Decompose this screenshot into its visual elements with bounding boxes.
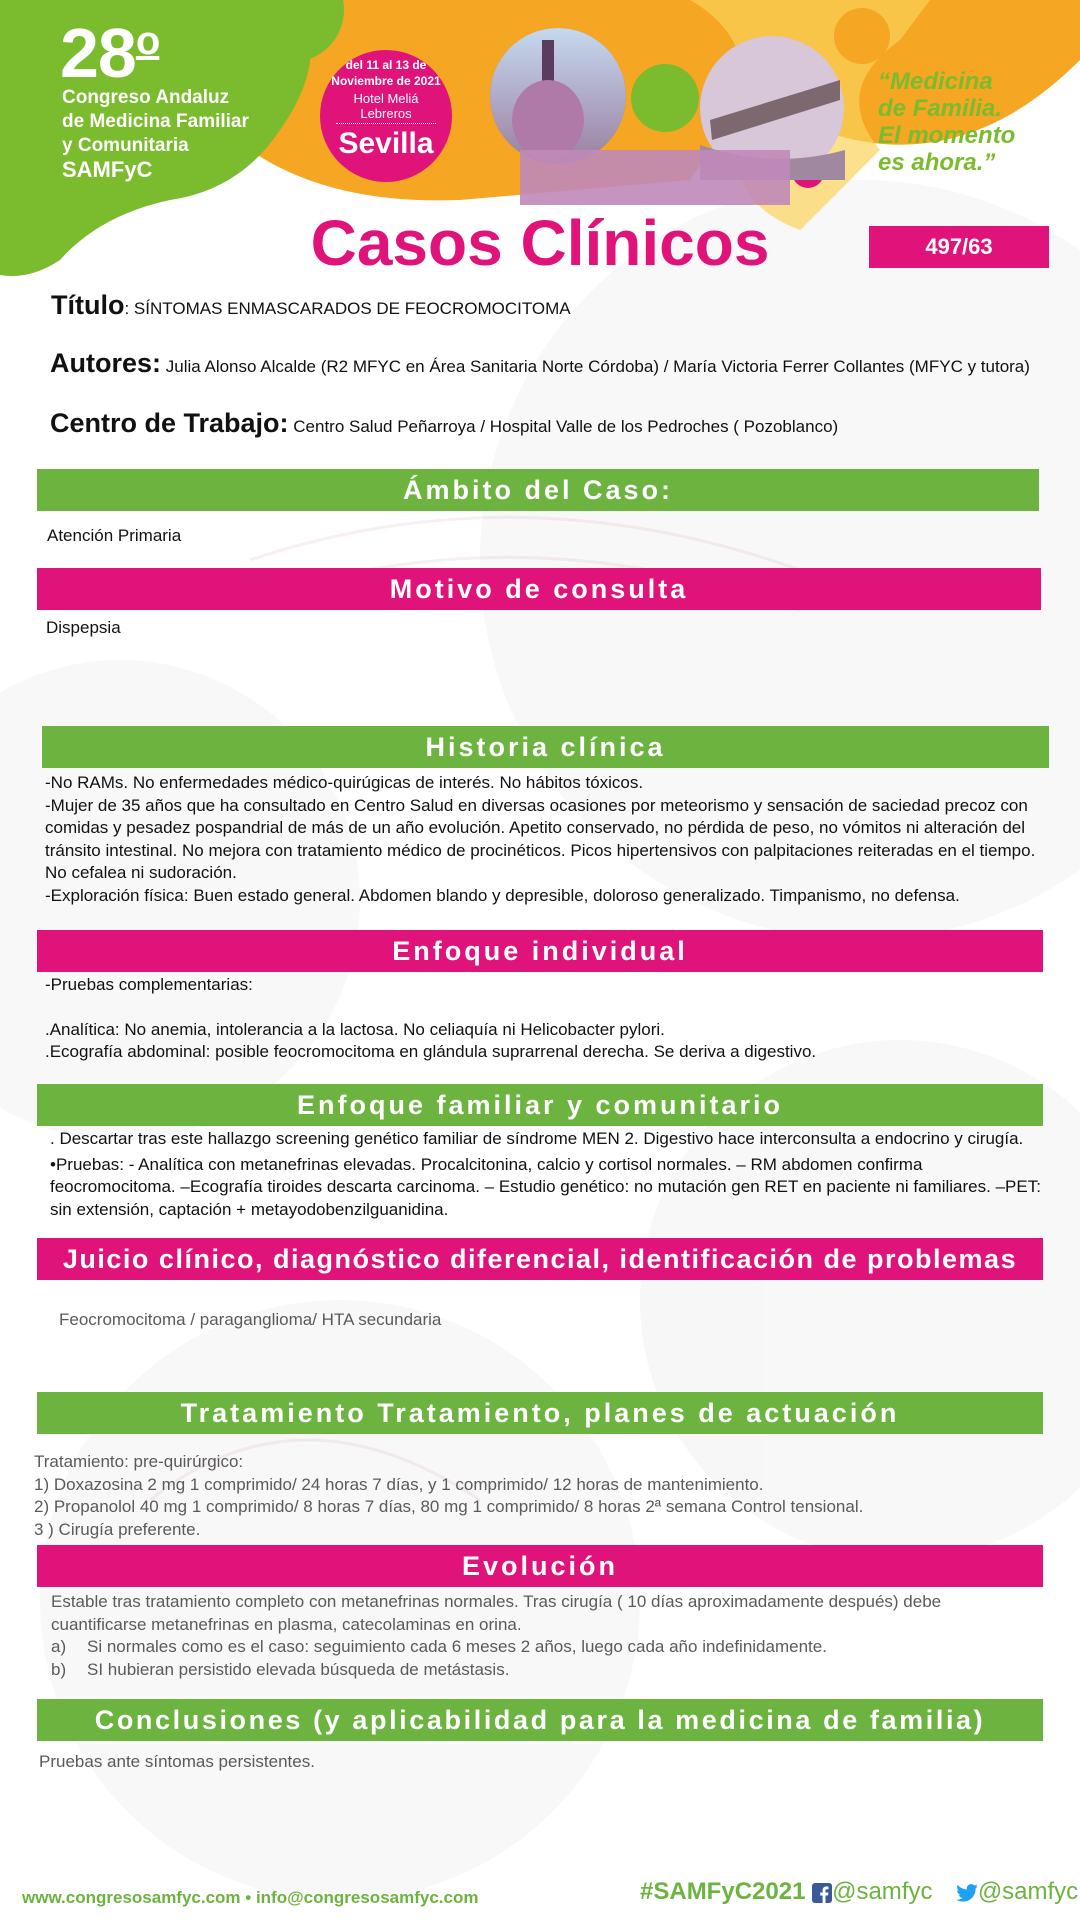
motto-line: El momento [878,122,1016,149]
conclusiones-text: Pruebas ante síntomas persistentes. [39,1752,315,1771]
org-name: SAMFyC [62,157,153,182]
venue: Hotel Meliá Lebreros [336,91,436,124]
section-heading-historia: Historia clínica [42,726,1049,768]
congress-name-line: Congreso Andaluz [62,87,230,108]
enfoque-familiar-text [50,1128,1045,1238]
motto-line: de Familia. [878,95,1003,122]
facebook-handle[interactable]: @samfyc [832,1878,933,1905]
hashtag[interactable]: #SAMFyC2021 [640,1878,806,1905]
footer-contact[interactable]: www.congresosamfyc.com • info@congresosamfyc.com [22,1888,479,1907]
motto-line: es ahora.” [878,149,996,176]
section-heading-enfoque-familiar: Enfoque familiar y comunitario [37,1084,1043,1126]
juicio-text: Feocromocitoma / paraganglioma/ HTA secundaria [59,1310,442,1329]
authors-line [50,348,1050,378]
historia-line: -Exploración física: Buen estado general. Abdomen blando y depresible, doloroso generalizado. Timpanismo, no defensa. [45,885,960,905]
section-heading-conclusiones: Conclusiones (y aplicabilidad para la medicina de familia) [37,1699,1043,1741]
evolucion-item [51,1659,1041,1682]
twitter-handle[interactable]: @samfyc [977,1878,1079,1905]
title-line [51,290,1051,320]
evolucion-text [51,1591,1041,1681]
ambito-text: Atención Primaria [47,526,182,545]
title-label: Título [51,290,125,320]
tratamiento-line: 2) Propanolol 40 mg 1 comprimido/ 8 horas 7 días, 80 mg 1 comprimido/ 8 horas 2ª semana Control tensional. [34,1497,864,1516]
motto-line: “Medicina [878,68,993,95]
historia-text [45,772,1045,907]
motivo-text: Dispepsia [46,618,121,637]
footer-social [640,1878,1078,1906]
list-item-text: Si normales como es el caso: seguimiento cada 6 meses 2 años, luego cada año indefinidamente. [87,1637,827,1656]
list-marker: a) [51,1637,67,1656]
event-date-badge [320,50,452,182]
evolucion-item [51,1636,1041,1659]
tratamiento-line: Tratamiento: pre-quirúrgico: [34,1452,244,1471]
section-heading-ambito: Ámbito del Caso: [37,469,1039,511]
date-line: Noviembre de 2021 [331,74,441,88]
list-item-text: SI hubieran persistido elevada búsqueda de metástasis. [87,1659,510,1679]
enfoque-individual-text [45,974,1045,1064]
enfoque-individual-line [45,997,1045,1019]
congress-name-line: de Medicina Familiar [62,111,249,132]
enfoque-familiar-line: . Descartar tras este hallazgo screening genético familiar de síndrome MEN 2. Digestivo hace interconsulta a endocrino y cirugía. [50,1129,1024,1148]
enfoque-individual-line: .Ecografía abdominal: posible feocromocitoma en glándula suprarrenal derecha. Se deriva a digestivo. [45,1042,817,1061]
section-heading-motivo: Motivo de consulta [37,568,1041,610]
date-line: del 11 al 13 de [345,58,427,72]
list-marker: b) [51,1659,67,1679]
page-title: Casos Clínicos [310,207,770,279]
tratamiento-text [34,1451,1054,1541]
congress-name-line: y Comunitaria [62,135,189,156]
tratamiento-line: 1) Doxazosina 2 mg 1 comprimido/ 24 horas 7 días, y 1 comprimido/ 12 horas de mantenimiento. [34,1474,764,1494]
facebook-icon[interactable] [812,1883,832,1903]
motto [878,68,1068,176]
enfoque-individual-line: .Analítica: No anemia, intolerancia a la lactosa. No celiaquía ni Helicobacter pylori. [45,1019,665,1039]
city: Sevilla [338,127,434,160]
enfoque-individual-line: -Pruebas complementarias: [45,975,253,994]
congress-number: 28$^o$ [60,14,160,92]
twitter-icon[interactable] [956,1884,978,1902]
case-id-badge: 497/63 [869,226,1049,268]
evolucion-intro: Estable tras tratamiento completo con metanefrinas normales. Tras cirugía ( 10 días aproximadamente después) debe cuantificarse metanefrinas en plasma, catecolaminas en orina. [51,1592,942,1634]
workplace-line [50,408,1050,438]
section-heading-tratamiento: Tratamiento Tratamiento, planes de actuación [37,1392,1043,1434]
historia-line: -No RAMs. No enfermedades médico-quirúgicas de interés. No hábitos tóxicos. [45,773,644,792]
tratamiento-line: 3 ) Cirugía preferente. [34,1519,201,1539]
authors-label: Autores: [50,348,162,378]
authors-value: Julia Alonso Alcalde (R2 MFYC en Área Sanitaria Norte Córdoba) / María Victoria Ferrer Collantes (MFYC y tutora) [161,357,1030,376]
title-value: : SÍNTOMAS ENMASCARADOS DE FEOCROMOCITOMA [124,299,571,318]
workplace-label: Centro de Trabajo: [50,408,289,438]
section-heading-evolucion: Evolución [37,1545,1043,1587]
section-heading-juicio: Juicio clínico, diagnóstico diferencial, identificación de problemas [37,1238,1043,1280]
enfoque-familiar-line: •Pruebas: - Analítica con metanefrinas elevadas. Procalcitonina, calcio y cortisol normales. – RM abdomen confirma feocromocitoma. –Ecografía tiroides descarta carcinoma. – Estudio genético: no mutación gen RET en paciente ni familiares. –PET: sin extensión, captación + metayodobenzilguanidina. [50,1154,1041,1219]
section-heading-enfoque-individual: Enfoque individual [37,930,1043,972]
historia-line: -Mujer de 35 años que ha consultado en Centro Salud en diversas ocasiones por meteorismo y sensación de saciedad precoz con comidas y pesadez pospandrial de más de un año evolución. Apetito conservado, no pérdida de peso, no vómitos ni alteración del tránsito intestinal. No mejora con tratamiento médico de procinéticos. Picos hipertensivos con palpitaciones reiteradas en el tiempo. No cefalea ni sudoración. [45,795,1036,882]
workplace-value: Centro Salud Peñarroya / Hospital Valle de los Pedroches ( Pozoblanco) [288,417,839,436]
